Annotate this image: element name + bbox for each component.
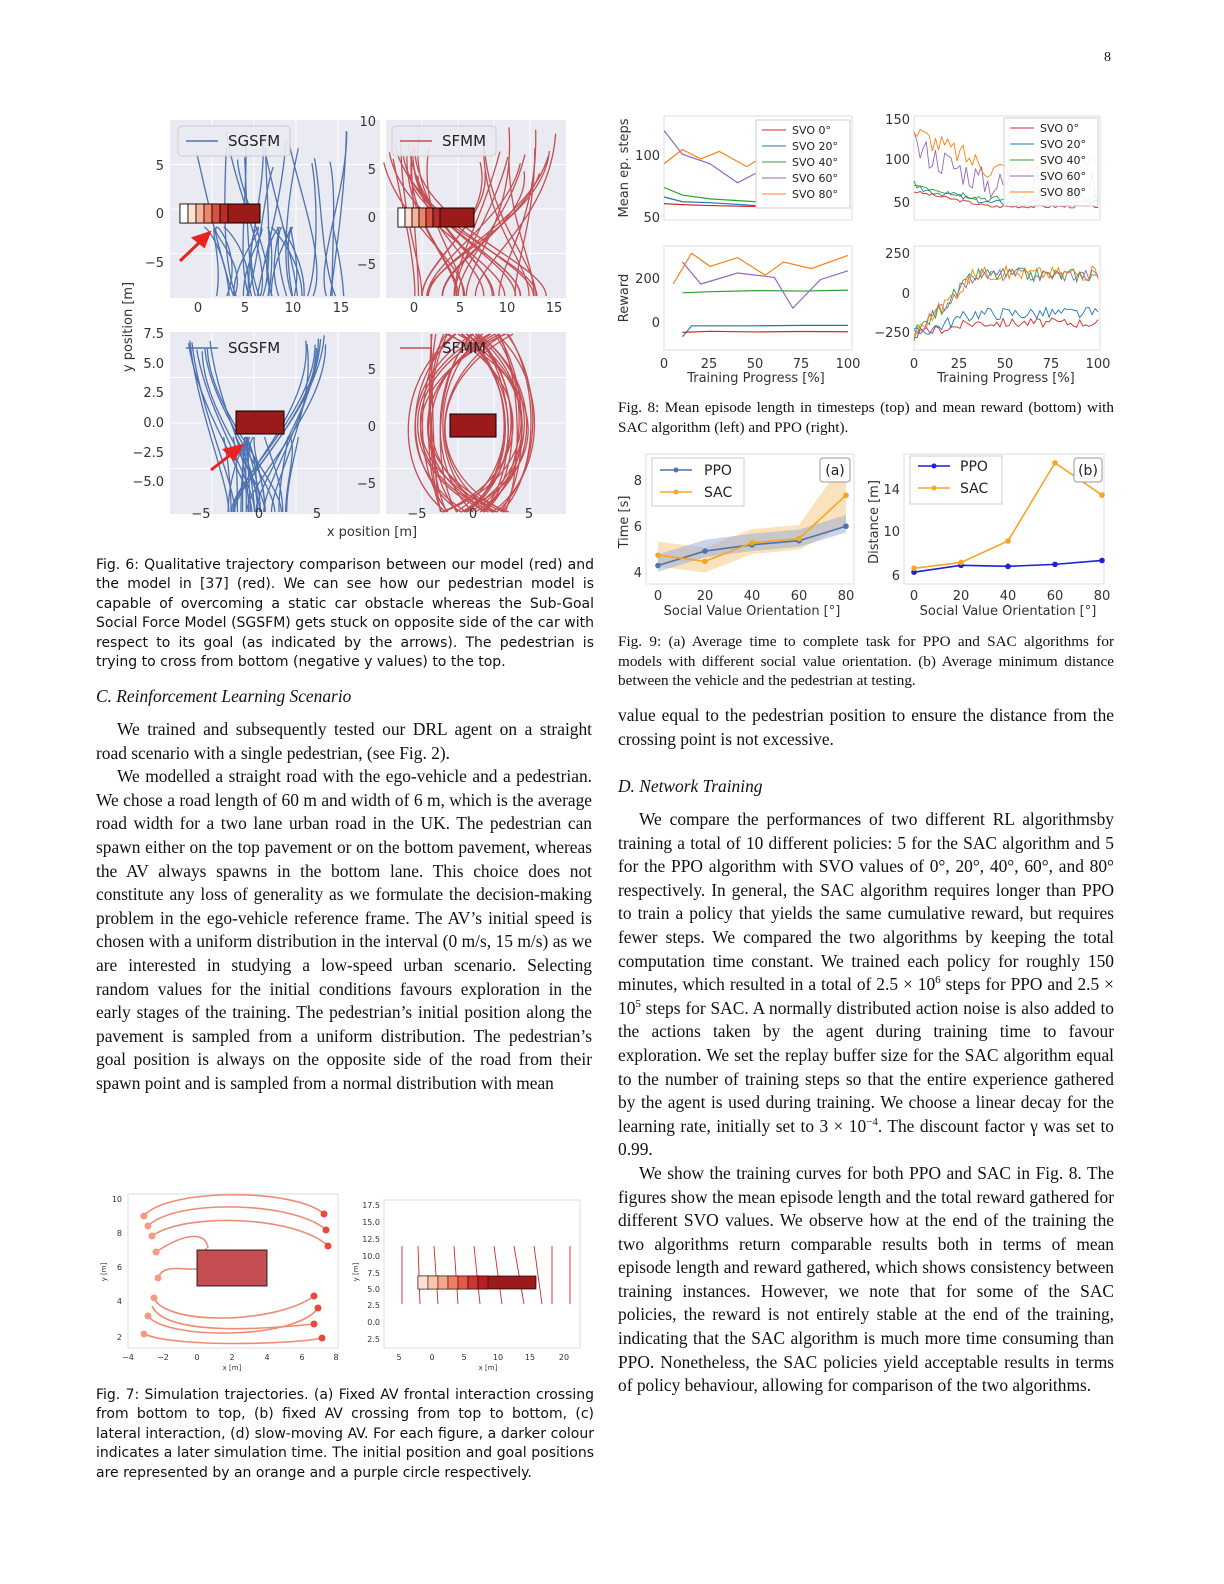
section-c-continuation: value equal to the pedestrian position to ensure the distance from the crossing point is not excessive. [618,705,1114,749]
section-c-paragraph-2: We modelled a straight road with the ego-vehicle and a pedestrian. We chose a road length of 60 m and width of 6 m, which is the average road width for a two lane urban road in the UK. The pedestrian can spawn either on the top pavement or on the bottom pavement, whereas the AV always spawns in the bottom lane. This choice does not constitute any loss of generality as we formulate the decision-making problem in the ego-vehicle reference frame. The AV’s initial speed is chosen with a uniform distribution in the interval (0 m/s, 15 m/s) as we are interested in studying a low-speed urban scenario. Selecting random values for the initial conditions favours exploration in the early stages of the training. The pedestrian’s initial position along the pavement is sampled from a uniform distribution. The pedestrian’s goal position is always on the opposite side of the road from their spawn point and is sampled from a normal distribution with mean [96,766,592,1093]
section-c-paragraph-1: We trained and subsequently tested our DRL agent on a straight road scenario with a single pedestrian, (see Fig. 2). [96,719,592,763]
fig7-tick: 4 [116,1297,122,1306]
fig6-tick: 5 [367,363,376,378]
fig6-tick: 5 [240,301,250,316]
fig7-tick: 5.0 [367,1285,380,1294]
fig9-b-ppo-point [1099,558,1105,564]
fig6-tick: −5 [407,507,427,522]
fig7-left-xlabel: x [m] [222,1364,242,1372]
fig6-caption: Fig. 6: Qualitative trajectory comparison between our model (red) and the model in [37] (red). We can see how our pedestrian model is capable of overcoming a static car obstacle whereas the Sub-Goal Social Force Model (SGSFM) gets stuck on opposite side of the car with respect to its goal (as indicated by the arrows). The pedestrian is trying to cross from bottom (negative y values) to the top. [96,557,594,671]
fig9-a-sac-point [796,536,802,542]
fig8-tick: 25 [700,357,718,372]
section-d-text-b: steps for PPO and 2.5 × 10 [618,974,1114,1018]
fig8-tick: 0 [659,357,669,372]
fig8-legend-item: SVO 0° [1040,122,1079,135]
fig6-tick: 0.0 [143,416,164,431]
fig9-tick: 6 [633,520,642,535]
fig7-caption: Fig. 7: Simulation trajectories. (a) Fixed AV frontal interaction crossing from bottom to top, (b) fixed AV crossing from top to bottom, (c) lateral interaction, (d) slow-moving AV. For each figure, a darker colour indicates a later simulation time. The initial position and goal positions are represented by an orange and a purple circle respectively. [96,1387,594,1481]
fig8-tick: 50 [893,196,910,211]
fig7-tick: 8 [333,1353,339,1362]
fig7-tick: 2 [229,1353,235,1362]
fig8-tick: 75 [792,357,810,372]
fig7-tick: 6 [116,1263,122,1272]
fig6-tick: 0 [468,507,478,522]
fig8-legend-item: SVO 40° [792,156,838,169]
fig8-legend-item: SVO 20° [1040,138,1086,151]
fig9-legend-sac-b: SAC [960,481,989,497]
fig6-car-top-left [180,204,260,223]
section-d-text-c: steps for SAC. A normally distributed action noise is also added to the actions taken by the agent during training time to favour exploration. We set the replay buffer size for the SAC algorithm equal to the number of training steps so that the entire experience gathered by the agent is used during training. We choose a linear decay for the learning rate, initially set to 3 × 10 [618,997,1114,1136]
fig6-tick: 5 [367,163,376,178]
fig9-a-sac-point [702,559,708,565]
fig8-legend-item: SVO 0° [792,124,831,137]
fig7-right-car [418,1276,536,1289]
fig6-tick: 0 [409,301,419,316]
fig7-tick: 15.0 [362,1218,380,1227]
section-d-text-a: We compare the performances of two different RL algorithmsby training a total of 10 different policies: 5 for the SAC algorithm and 5 for the PPO algorithm with SVO values of 0°, 20°, 40°, 60°, and 80° respectively. In general, the SAC algorithm requires longer than PPO to train a policy that yields the same cumulative reward, but requires fewer steps. We compared the two algorithms by keeping the total computation time constant. We trained each policy for roughly 150 minutes, which resulted in a total of 2.5 × 10 [618,809,1114,995]
fig7-tick: 7.5 [367,1269,380,1278]
fig7-tick: 0.0 [367,1318,380,1327]
fig6-tick: −5.0 [132,475,164,490]
superscript: 5 [635,997,641,1010]
fig6-tick: −5 [191,507,211,522]
fig8-tick: 0 [909,357,919,372]
fig9-a-sac-point [655,552,661,558]
fig8-tick: 150 [885,113,910,128]
fig6-tick: 0 [155,207,164,222]
fig6-tick: 0 [254,507,264,522]
fig7-tick: 10.0 [362,1252,380,1261]
fig6-tick: 5.0 [143,357,164,372]
fig9-tick: 8 [633,474,642,489]
fig9-a-ppo-point [843,523,849,529]
fig8-tick: −250 [874,326,910,341]
fig7-panel-right [384,1200,580,1348]
fig7-tick: 10 [111,1195,122,1204]
fig9-b-ppo-point [1005,564,1011,570]
fig9-xlabel-a: Social Value Orientation [°] [663,604,841,619]
fig6-tick: 0 [367,211,376,226]
fig6-tick: 7.5 [143,327,164,342]
fig9-b-sac-point [1005,538,1011,544]
fig7-tick: 8 [116,1229,122,1238]
fig7-right-ylabel: y [m] [352,1262,360,1282]
fig6-tick: 10 [359,115,376,130]
fig8-tick: 100 [835,357,861,372]
fig8-legend-item: SVO 80° [792,188,838,201]
fig7-tick: 2.5 [367,1301,380,1310]
fig9-tick: 80 [1093,589,1111,604]
fig9-a-sac-point [749,540,755,546]
fig6-tick: 10 [284,301,302,316]
fig9-tick: 4 [633,566,642,581]
fig6-tick: −5 [356,477,376,492]
fig9-b-sac-point [1052,460,1058,466]
fig8-tick: 0 [901,287,910,302]
superscript: 6 [935,974,941,987]
fig9-tick: 6 [891,569,900,584]
fig6-legend-sgsfm-bottom: SGSFM [228,339,281,357]
fig9-tick: 0 [653,589,663,604]
fig9-b-sac-point [1099,492,1105,498]
fig9-a-ppo-point [655,563,661,569]
fig6-tick: 0 [193,301,203,316]
fig9-tick: 60 [790,589,808,604]
fig8-legend-item: SVO 60° [792,172,838,185]
section-d-body [618,808,1114,1398]
fig8-legend-item: SVO 40° [1040,154,1086,167]
section-d-paragraph-2: We show the training curves for both PPO and SAC in Fig. 8. The figures show the mean episode length and the total reward gathered for different SVO values. We observe how at the end of the training the two algorithms return comparable results both in terms of mean episode length and reward gathered, which shows consistency between training instances. However, we note that for some of the SAC policies, the reward is not entirely stable at the end of the training, indicating that the SAC algorithm is much more time consuming than PPO. Nonetheless, the SAC policies yield acceptable results in terms of policy behaviour, allowing for comparison of the two algorithms. [618,1162,1114,1396]
fig8-tick: 50 [996,357,1014,372]
fig6-tick: 5 [312,507,322,522]
page-number: 8 [1104,50,1111,65]
fig6-legend-top-right [392,126,496,156]
fig8-legend-left [756,120,850,208]
fig8-panel-bottom-left [664,246,852,350]
fig6-tick: −5 [356,258,376,273]
fig9-b-sac-point [958,560,964,566]
fig7-tick: 5 [461,1353,467,1362]
fig6-tick: 15 [332,301,350,316]
fig7-tick: 17.5 [362,1201,380,1210]
fig9-tick: 60 [1046,589,1064,604]
fig8-tick: 100 [885,153,910,168]
fig8-caption: Fig. 8: Mean episode length in timesteps (top) and mean reward (bottom) with SAC algorithm (left) and PPO (right). [618,399,1114,436]
fig6-ylabel: y position [m] [121,281,136,373]
fig9-tick: 10 [883,525,900,540]
fig6-car-top-right [398,208,474,227]
fig7-tick: 10 [492,1353,504,1362]
fig9-panel-a-label [820,458,850,482]
fig9-legend-a [652,458,744,506]
fig9-ylabel-a: Time [s] [617,495,632,549]
fig8-xticks [660,357,1111,372]
fig9-a-ppo-point [702,548,708,554]
fig9-xticks [654,589,1110,604]
fig6-tick: 15 [545,301,563,316]
fig9-ylabel-b: Distance [m] [867,480,882,564]
section-d-paragraph-1 [618,808,1114,1162]
fig8-tick: 50 [643,211,660,226]
fig7-left-car [197,1250,267,1286]
fig7-tick: 0 [429,1353,435,1362]
fig9-tick: 0 [909,589,919,604]
fig9-tick: 40 [743,589,761,604]
fig9-tick: 40 [999,589,1017,604]
fig8-tick: 0 [651,316,660,331]
right-column-body [618,704,1114,751]
fig6-tick: 5 [524,507,534,522]
fig9-caption: Fig. 9: (a) Average time to complete task for PPO and SAC algorithms for models with different social value orientation. (b) Average minimum distance between the vehicle and the pedestrian at testing. [618,633,1114,690]
fig8-xlabel-left: Training Progress [%] [687,371,825,386]
section-c-title: C. Reinforcement Learning Scenario [96,686,352,706]
fig7-tick: 4 [264,1353,270,1362]
fig8-tick: 200 [635,272,660,287]
fig6-tick: 5 [155,159,164,174]
fig7-tick: 2 [116,1333,122,1342]
fig6-tick: −5 [144,256,164,271]
fig7-right-xticks [396,1353,569,1362]
fig6-legend-sfmm-bottom: SFMM [442,339,487,357]
fig8-tick: 250 [885,247,910,262]
fig7-tick: 12.5 [362,1235,380,1244]
fig8-tick: 50 [746,357,764,372]
fig7-tick: 15 [524,1353,536,1362]
fig8-legend-item: SVO 60° [1040,170,1086,183]
fig8-tick: 100 [1085,357,1111,372]
fig8-figure [616,110,1116,390]
fig6-legend-sgsfm-top: SGSFM [228,132,281,150]
fig9-tick: 14 [883,483,900,498]
superscript: −4 [866,1115,878,1128]
section-d-title: D. Network Training [618,776,763,796]
section-d-text-d: . The discount factor γ was set to 0.99. [618,1115,1114,1160]
fig7-figure [96,1188,596,1374]
fig9-xlabel-b: Social Value Orientation [°] [919,604,1097,619]
fig9-label-a: (a) [825,463,845,479]
fig7-tick: 6 [299,1353,305,1362]
fig6-tick: 0 [367,420,376,435]
fig7-right-xlabel: x [m] [478,1364,498,1372]
fig8-tick: 75 [1042,357,1060,372]
fig7-left-xticks [122,1353,338,1362]
fig9-b-sac-point [911,565,917,571]
fig9-panel-b-label [1074,458,1102,482]
fig6-tick: 10 [498,301,516,316]
fig9-label-b: (b) [1078,463,1098,479]
fig9-tick: 20 [952,589,970,604]
fig9-tick: 80 [837,589,855,604]
fig9-b-ppo-point [1052,562,1058,568]
fig8-legend-right [1004,118,1098,206]
fig7-tick: 2.5 [367,1335,380,1344]
fig7-tick: 0 [194,1353,200,1362]
fig7-left-yticks [112,1195,122,1342]
fig7-left-ylabel: y [m] [100,1262,108,1282]
fig6-car-bottom-right [450,414,496,437]
fig8-xlabel-right: Training Progress [%] [937,371,1075,386]
fig8-ylabel-top: Mean ep. steps [617,118,632,218]
fig9-a-sac-point [843,492,849,498]
fig6-tick: 2.5 [143,386,164,401]
fig7-tick: −2 [157,1353,169,1362]
fig6-tick: −2.5 [132,446,164,461]
fig8-tick: 100 [635,149,660,164]
fig6-figure [110,112,576,546]
fig7-right-yticks [362,1201,380,1344]
fig7-tick: −4 [122,1353,134,1362]
fig6-xlabel: x position [m] [326,525,418,540]
fig7-tick: 20 [558,1353,570,1362]
fig7-tick: 5 [396,1353,402,1362]
fig9-figure [616,450,1116,622]
fig9-legend-ppo: PPO [704,463,732,479]
fig9-legend-b [910,456,1002,504]
fig8-panel-bottom-right [914,246,1100,350]
fig6-tick: 5 [455,301,465,316]
fig8-legend-item: SVO 80° [1040,186,1086,199]
fig8-tick: 25 [950,357,968,372]
fig9-legend-sac: SAC [704,485,733,501]
fig9-tick: 20 [696,589,714,604]
section-c-body [96,718,592,1096]
fig6-legend-sfmm-top: SFMM [442,132,487,150]
fig8-ylabel-bottom: Reward [617,273,632,323]
fig6-car-bottom-left [236,411,284,434]
fig8-legend-item: SVO 20° [792,140,838,153]
fig9-legend-ppo-b: PPO [960,459,988,475]
fig6-legend-top-left [178,126,290,156]
